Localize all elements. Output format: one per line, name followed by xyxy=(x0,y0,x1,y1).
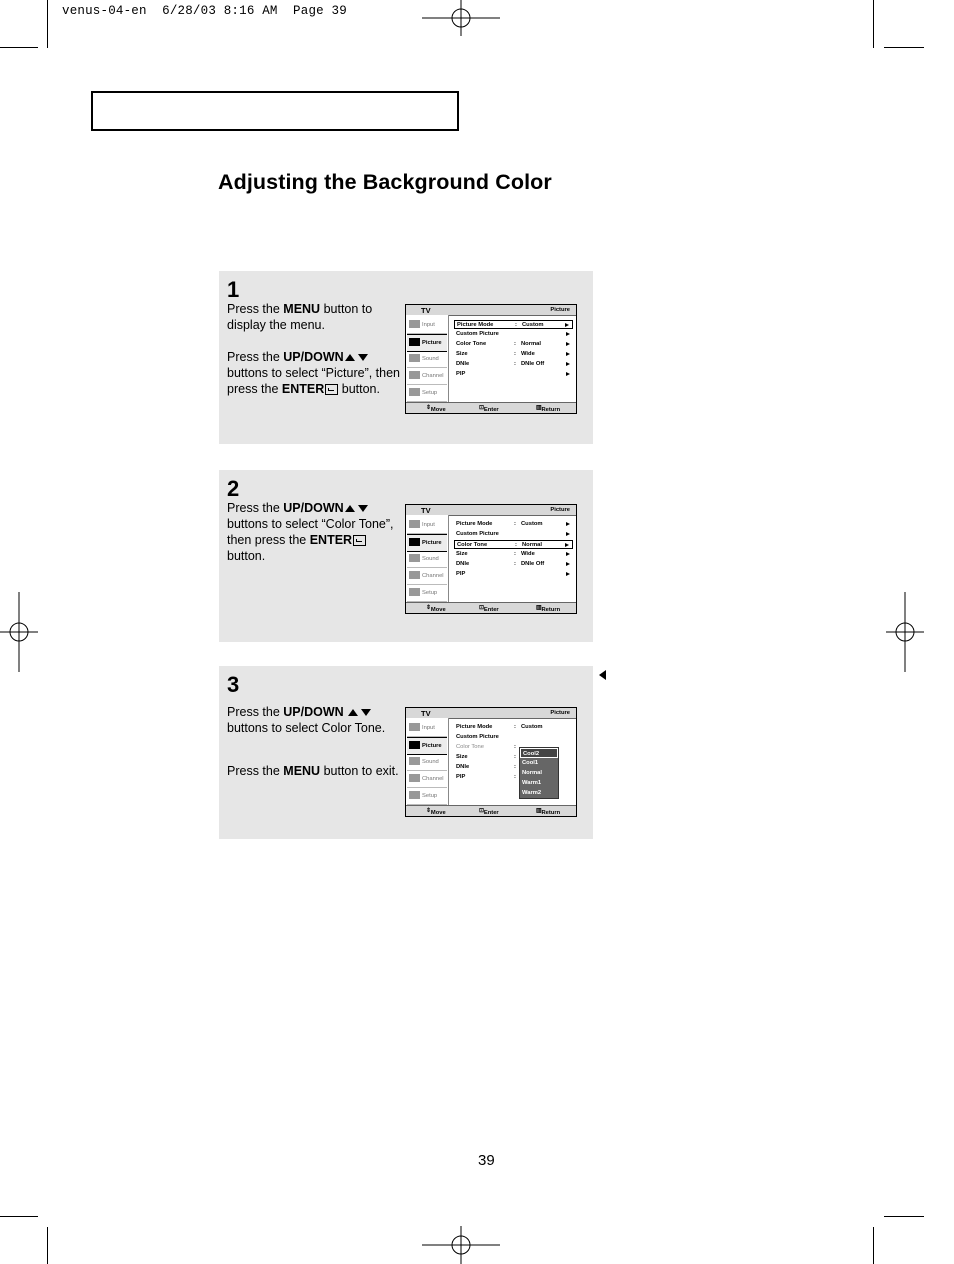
label: Color Tone xyxy=(456,341,487,347)
label: Setup xyxy=(422,590,438,596)
label: DNIe xyxy=(456,361,470,367)
text: button to display the menu. xyxy=(227,302,373,332)
updown-key-label: UP/DOWN xyxy=(283,350,344,364)
colon: : xyxy=(514,764,516,770)
section-header-box xyxy=(91,91,459,131)
menu-key-label: MENU xyxy=(283,302,321,316)
move-hint: ⇕ Move xyxy=(426,605,446,613)
picture-icon xyxy=(409,338,420,346)
label: Size xyxy=(456,754,468,760)
setup-icon xyxy=(409,791,420,799)
updown-key-label: UP/DOWN xyxy=(283,501,344,515)
up-down-arrows-icon xyxy=(347,708,373,717)
colon: : xyxy=(515,542,517,548)
label: Enter xyxy=(483,607,499,613)
text: button. xyxy=(338,382,380,396)
label: Color Tone xyxy=(456,744,484,750)
text: button to exit. xyxy=(320,764,399,778)
crop-mark xyxy=(47,0,48,48)
return-hint: ▥ Return xyxy=(536,405,561,413)
setup-icon xyxy=(409,588,420,596)
label: Size xyxy=(456,351,468,357)
crop-mark xyxy=(0,1216,38,1217)
label: Custom Picture xyxy=(456,531,499,537)
channel-icon xyxy=(409,774,420,782)
tv-menu-screen xyxy=(405,707,577,817)
osd-side-picture xyxy=(407,737,447,755)
channel-icon xyxy=(409,571,420,579)
osd-side-sound xyxy=(407,351,447,368)
instruction-paragraph xyxy=(227,500,405,564)
updown-key-label: UP/DOWN xyxy=(283,705,344,719)
colon: : xyxy=(514,724,516,730)
enter-key-label: ENTER xyxy=(281,382,325,396)
arrow-right-icon xyxy=(566,332,570,336)
menu-key-label: MENU xyxy=(283,764,321,778)
arrow-right-icon xyxy=(566,572,570,576)
osd-side-input xyxy=(407,517,447,534)
registration-mark-right xyxy=(884,592,924,672)
text: buttons to select “Picture”, then press the xyxy=(227,366,401,396)
colon: : xyxy=(515,322,517,328)
step-instructions xyxy=(227,704,399,779)
move-hint: ⇕ Move xyxy=(426,808,446,816)
text: buttons to select “Color Tone”, then press the xyxy=(227,517,394,547)
crop-mark xyxy=(884,47,924,48)
colon: : xyxy=(514,521,516,527)
osd-side-sound xyxy=(407,754,447,771)
value: DNIe Off xyxy=(521,561,545,567)
label: Picture Mode xyxy=(457,322,494,328)
label: Enter xyxy=(483,407,499,413)
return-hint: ▥ Return xyxy=(536,605,561,613)
colon: : xyxy=(514,361,516,367)
arrow-right-icon xyxy=(566,362,570,366)
enter-hint: ⊡ Enter xyxy=(479,808,499,816)
label: Return xyxy=(541,407,561,413)
osd-side-sound xyxy=(407,551,447,568)
sound-icon xyxy=(409,354,420,362)
enter-icon xyxy=(353,535,366,546)
step-3-panel xyxy=(219,666,593,839)
arrow-right-icon xyxy=(566,372,570,376)
dropdown-option-cool1[interactable]: Cool1 xyxy=(522,760,539,766)
osd-side-channel xyxy=(407,368,447,385)
label: Picture xyxy=(422,540,442,546)
text: Press the xyxy=(227,501,284,515)
colon: : xyxy=(514,551,516,557)
instruction-paragraph xyxy=(227,763,399,779)
label: Picture Mode xyxy=(456,724,493,730)
colon: : xyxy=(514,754,516,760)
instruction-paragraph xyxy=(227,349,402,397)
input-icon xyxy=(409,723,420,731)
osd-row-pip xyxy=(454,370,573,379)
label: DNIe xyxy=(456,764,470,770)
osd-row-custom-picture xyxy=(454,530,573,539)
instruction-paragraph xyxy=(227,704,399,736)
osd-sidebar xyxy=(406,718,449,806)
label: Channel xyxy=(422,373,444,379)
crop-mark xyxy=(0,47,38,48)
text: Press the xyxy=(227,705,284,719)
label: Input xyxy=(422,522,435,528)
label: DNIe xyxy=(456,561,470,567)
value: Custom xyxy=(521,521,543,527)
label: Picture Mode xyxy=(456,521,493,527)
text: button. xyxy=(227,549,266,563)
osd-row-size xyxy=(454,550,573,559)
osd-side-setup xyxy=(407,788,447,805)
label: Picture xyxy=(422,743,442,749)
osd-side-input xyxy=(407,720,447,737)
label: Size xyxy=(456,551,468,557)
osd-row-custom-picture xyxy=(454,733,573,742)
label: Color Tone xyxy=(457,542,488,548)
arrow-right-icon xyxy=(566,522,570,526)
label: Channel xyxy=(422,573,444,579)
color-tone-dropdown xyxy=(519,747,559,799)
registration-mark-bottom xyxy=(420,1226,502,1264)
colon: : xyxy=(514,341,516,347)
text: Press the xyxy=(227,302,284,316)
channel-icon xyxy=(409,371,420,379)
step-instructions xyxy=(227,500,405,564)
osd-row-custom-picture xyxy=(454,330,573,339)
step-number: 3 xyxy=(227,672,240,697)
dropdown-option-warm1[interactable]: Warm1 xyxy=(522,780,542,786)
label: PIP xyxy=(456,774,466,780)
page-title: Adjusting the Background Color xyxy=(218,170,552,194)
osd-footer xyxy=(406,805,576,816)
arrow-right-icon xyxy=(565,323,569,327)
sound-icon xyxy=(409,757,420,765)
osd-side-picture xyxy=(407,534,447,552)
label: Return xyxy=(541,810,561,816)
crop-mark xyxy=(47,1227,48,1264)
crop-mark xyxy=(873,0,874,48)
step-number: 2 xyxy=(227,476,240,501)
arrow-right-icon xyxy=(566,342,570,346)
left-pointer-icon xyxy=(599,670,606,680)
osd-side-channel xyxy=(407,771,447,788)
value: DNIe Off xyxy=(521,361,545,367)
page-number: 39 xyxy=(478,1152,495,1169)
tv-menu-screen xyxy=(405,504,577,614)
registration-mark-top xyxy=(420,0,502,40)
arrow-right-icon xyxy=(566,532,570,536)
osd-row-color-tone xyxy=(454,540,573,549)
osd-row-dnie xyxy=(454,360,573,369)
osd-footer xyxy=(406,402,576,413)
osd-tv-label: TV xyxy=(421,709,431,718)
return-hint: ▥ Return xyxy=(536,808,561,816)
osd-sidebar xyxy=(406,515,449,603)
label: Setup xyxy=(422,793,438,799)
arrow-right-icon xyxy=(566,562,570,566)
enter-icon xyxy=(325,384,338,395)
dropdown-option-normal[interactable]: Normal xyxy=(522,770,542,776)
osd-menu-name: Picture xyxy=(550,307,570,313)
label: Enter xyxy=(483,810,499,816)
registration-mark-left xyxy=(0,592,40,672)
value: Custom xyxy=(522,322,544,328)
input-icon xyxy=(409,520,420,528)
osd-tv-label: TV xyxy=(421,506,431,515)
colon: : xyxy=(514,774,516,780)
up-down-arrows-icon xyxy=(344,504,370,513)
label: Channel xyxy=(422,776,444,782)
text: Press the xyxy=(227,350,284,364)
label: Move xyxy=(430,607,446,613)
colon: : xyxy=(514,351,516,357)
osd-row-picture-mode xyxy=(454,723,573,732)
osd-menu-name: Picture xyxy=(550,710,570,716)
label: Sound xyxy=(422,356,439,362)
input-icon xyxy=(409,320,420,328)
arrow-right-icon xyxy=(566,352,570,356)
print-header: venus-04-en 6/28/03 8:16 AM Page 39 xyxy=(62,4,347,18)
value: Custom xyxy=(521,724,543,730)
enter-hint: ⊡ Enter xyxy=(479,405,499,413)
label: Picture xyxy=(422,340,442,346)
label: Input xyxy=(422,725,435,731)
osd-side-setup xyxy=(407,585,447,602)
step-1-panel xyxy=(219,271,593,444)
osd-row-picture-mode xyxy=(454,320,573,329)
value: Normal xyxy=(522,542,542,548)
label: Custom Picture xyxy=(456,734,499,740)
osd-row-pip xyxy=(454,570,573,579)
label: PIP xyxy=(456,571,466,577)
label: Sound xyxy=(422,556,439,562)
label: Input xyxy=(422,322,435,328)
enter-hint: ⊡ Enter xyxy=(479,605,499,613)
enter-key-label: ENTER xyxy=(309,533,353,547)
osd-side-picture xyxy=(407,334,447,352)
arrow-right-icon xyxy=(566,552,570,556)
osd-footer xyxy=(406,602,576,613)
text: Press the xyxy=(227,764,284,778)
label: Move xyxy=(430,407,446,413)
osd-tv-label: TV xyxy=(421,306,431,315)
label: Sound xyxy=(422,759,439,765)
osd-row-dnie xyxy=(454,560,573,569)
step-number: 1 xyxy=(227,277,240,302)
picture-icon xyxy=(409,538,420,546)
label: Setup xyxy=(422,390,438,396)
arrow-right-icon xyxy=(565,543,569,547)
value: Wide xyxy=(521,551,535,557)
label: Move xyxy=(430,810,446,816)
osd-sidebar xyxy=(406,315,449,403)
picture-icon xyxy=(409,741,420,749)
osd-side-channel xyxy=(407,568,447,585)
crop-mark xyxy=(884,1216,924,1217)
instruction-paragraph xyxy=(227,301,402,333)
sound-icon xyxy=(409,554,420,562)
osd-side-setup xyxy=(407,385,447,402)
value: Normal xyxy=(521,341,541,347)
dropdown-option-cool2[interactable]: Cool2 xyxy=(520,748,558,758)
colon: : xyxy=(514,744,516,750)
label: PIP xyxy=(456,371,466,377)
crop-mark xyxy=(873,1227,874,1264)
value: Wide xyxy=(521,351,535,357)
label: Return xyxy=(541,607,561,613)
text: buttons to select Color Tone. xyxy=(227,721,386,735)
setup-icon xyxy=(409,388,420,396)
osd-row-picture-mode xyxy=(454,520,573,529)
osd-side-input xyxy=(407,317,447,334)
colon: : xyxy=(514,561,516,567)
dropdown-option-warm2[interactable]: Warm2 xyxy=(522,790,542,796)
label: Custom Picture xyxy=(456,331,499,337)
osd-row-size xyxy=(454,350,573,359)
up-down-arrows-icon xyxy=(344,353,370,362)
step-instructions xyxy=(227,301,402,397)
step-2-panel xyxy=(219,470,593,642)
move-hint: ⇕ Move xyxy=(426,405,446,413)
tv-menu-screen xyxy=(405,304,577,414)
osd-row-color-tone xyxy=(454,340,573,349)
osd-menu-name: Picture xyxy=(550,507,570,513)
